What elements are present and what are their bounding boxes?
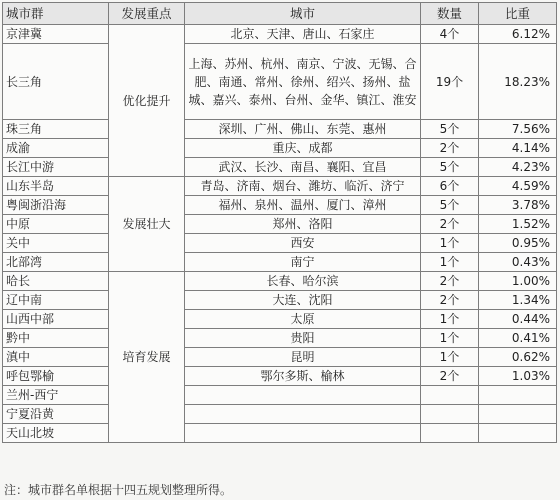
city-count: 1个	[421, 310, 479, 329]
city-count: 2个	[421, 367, 479, 386]
city-count: 1个	[421, 253, 479, 272]
cities-list: 昆明	[185, 348, 421, 367]
share-percent: 18.23%	[479, 44, 557, 120]
table-row	[3, 291, 557, 310]
cities-list	[185, 405, 421, 424]
share-percent: 0.95%	[479, 234, 557, 253]
cities-list: 深圳、广州、佛山、东莞、惠州	[185, 120, 421, 139]
cities-list: 大连、沈阳	[185, 291, 421, 310]
share-percent	[479, 386, 557, 405]
cities-list	[185, 424, 421, 443]
city-count: 1个	[421, 348, 479, 367]
cities-list: 青岛、济南、烟台、潍坊、临沂、济宁	[185, 177, 421, 196]
cities-list: 武汉、长沙、南昌、襄阳、宜昌	[185, 158, 421, 177]
table-row	[3, 386, 557, 405]
city-count: 19个	[421, 44, 479, 120]
city-count: 2个	[421, 215, 479, 234]
city-cluster-name: 珠三角	[3, 120, 109, 139]
share-percent: 1.00%	[479, 272, 557, 291]
share-percent: 0.44%	[479, 310, 557, 329]
city-count	[421, 386, 479, 405]
cities-list: 西安	[185, 234, 421, 253]
city-cluster-table	[2, 2, 557, 443]
share-percent: 1.34%	[479, 291, 557, 310]
table-row	[3, 348, 557, 367]
table-row	[3, 234, 557, 253]
city-cluster-name: 长江中游	[3, 158, 109, 177]
cities-list: 北京、天津、唐山、石家庄	[185, 25, 421, 44]
table-body	[3, 25, 557, 443]
table-row	[3, 158, 557, 177]
share-percent: 4.14%	[479, 139, 557, 158]
table-row	[3, 329, 557, 348]
city-cluster-name: 中原	[3, 215, 109, 234]
city-cluster-name: 天山北坡	[3, 424, 109, 443]
header-city-cluster: 城市群	[3, 3, 109, 25]
city-count: 4个	[421, 25, 479, 44]
cities-list: 重庆、成都	[185, 139, 421, 158]
city-cluster-name: 兰州-西宁	[3, 386, 109, 405]
share-percent: 3.78%	[479, 196, 557, 215]
city-cluster-name: 粤闽浙沿海	[3, 196, 109, 215]
header-count: 数量	[421, 3, 479, 25]
table-row	[3, 253, 557, 272]
share-percent: 6.12%	[479, 25, 557, 44]
table-row	[3, 139, 557, 158]
city-count: 6个	[421, 177, 479, 196]
table-row	[3, 367, 557, 386]
header-share: 比重	[479, 3, 557, 25]
table-row	[3, 25, 557, 44]
table-footnote: 注：城市群名单根据十四五规划整理所得。	[4, 483, 233, 497]
city-count: 5个	[421, 158, 479, 177]
city-count: 5个	[421, 196, 479, 215]
city-count: 2个	[421, 291, 479, 310]
cities-list: 上海、苏州、杭州、南京、宁波、无锡、合肥、南通、常州、徐州、绍兴、扬州、盐城、嘉兴、泰州、台州、金华、镇江、淮安	[185, 44, 421, 120]
cities-list: 福州、泉州、温州、厦门、漳州	[185, 196, 421, 215]
share-percent: 1.03%	[479, 367, 557, 386]
city-cluster-name: 山东半岛	[3, 177, 109, 196]
table-row	[3, 120, 557, 139]
city-cluster-name: 呼包鄂榆	[3, 367, 109, 386]
cities-list: 鄂尔多斯、榆林	[185, 367, 421, 386]
share-percent: 1.52%	[479, 215, 557, 234]
cities-list: 太原	[185, 310, 421, 329]
table-row	[3, 310, 557, 329]
city-count	[421, 424, 479, 443]
city-cluster-name: 滇中	[3, 348, 109, 367]
share-percent: 0.62%	[479, 348, 557, 367]
cities-list: 郑州、洛阳	[185, 215, 421, 234]
share-percent	[479, 424, 557, 443]
development-focus: 培育发展	[109, 272, 185, 443]
city-cluster-name: 关中	[3, 234, 109, 253]
city-count: 2个	[421, 139, 479, 158]
development-focus: 发展壮大	[109, 177, 185, 272]
share-percent: 4.59%	[479, 177, 557, 196]
share-percent: 0.41%	[479, 329, 557, 348]
table-row	[3, 196, 557, 215]
city-count: 5个	[421, 120, 479, 139]
city-cluster-name: 京津冀	[3, 25, 109, 44]
city-count: 1个	[421, 234, 479, 253]
city-cluster-name: 宁夏沿黄	[3, 405, 109, 424]
development-focus: 优化提升	[109, 25, 185, 177]
cities-list	[185, 386, 421, 405]
table-row	[3, 44, 557, 120]
share-percent	[479, 405, 557, 424]
table-row	[3, 424, 557, 443]
cities-list: 贵阳	[185, 329, 421, 348]
table-row	[3, 272, 557, 291]
city-cluster-name: 北部湾	[3, 253, 109, 272]
city-count	[421, 405, 479, 424]
city-cluster-name: 长三角	[3, 44, 109, 120]
table-header-row	[3, 3, 557, 25]
city-cluster-name: 哈长	[3, 272, 109, 291]
share-percent: 0.43%	[479, 253, 557, 272]
cities-list: 长春、哈尔滨	[185, 272, 421, 291]
table-row	[3, 405, 557, 424]
city-cluster-name: 辽中南	[3, 291, 109, 310]
header-cities: 城市	[185, 3, 421, 25]
share-percent: 4.23%	[479, 158, 557, 177]
table-row	[3, 177, 557, 196]
city-count: 2个	[421, 272, 479, 291]
table-row	[3, 215, 557, 234]
city-cluster-name: 成渝	[3, 139, 109, 158]
share-percent: 7.56%	[479, 120, 557, 139]
header-development-focus: 发展重点	[109, 3, 185, 25]
city-cluster-name: 黔中	[3, 329, 109, 348]
city-count: 1个	[421, 329, 479, 348]
cities-list: 南宁	[185, 253, 421, 272]
city-cluster-name: 山西中部	[3, 310, 109, 329]
